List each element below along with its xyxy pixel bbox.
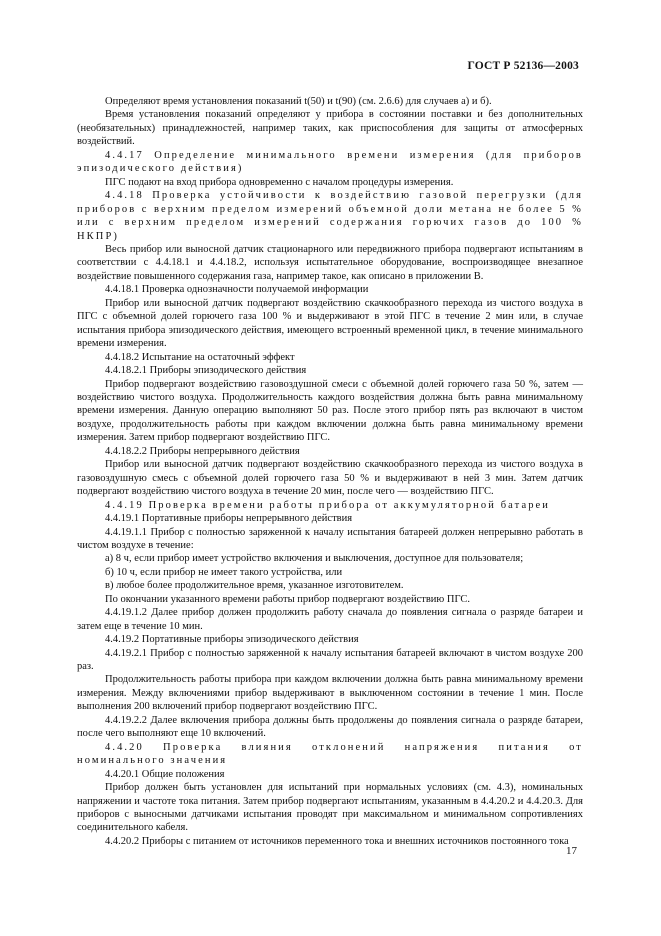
paragraph: а) 8 ч, если прибор имеет устройство включения и выключения, доступное для пользователя;: [105, 553, 524, 565]
paragraph: Прибор должен быть установлен для испытаний при нормальных условиях (см. 4.3), номинальных напряжении и частоте тока питания. Затем прибор подвергают испытаниям, указанным в 4.4.20.2 и 4.4.20.3. Для приборов с выносными датчиками испытания проводят при максимальном и минимальном сопротивлениях соединительного кабеля.: [77, 782, 583, 834]
paragraph: 4.4.19.1.2 Далее прибор должен продолжить работу сначала до появления сигнала о разряде батареи и затем еще в течение 10 мин.: [77, 607, 583, 632]
paragraph: 4.4.18.2 Испытание на остаточный эффект: [105, 351, 295, 363]
paragraph: Определяют время установления показаний t(50) и t(90) (см. 2.6.6) для случаев а) и б).: [105, 96, 492, 107]
paragraph: 4.4.19.1 Портативные приборы непрерывного действия: [105, 513, 353, 525]
paragraph: Весь прибор или выносной датчик стационарного или передвижного прибора подвергают испытаниям в соответствии с 4.4.18.1 и 4.4.18.2, используя испытательное оборудование, воспроизводящее внезапное воздействие повышенного содержания газа, например такое, как описано в приложении В.: [77, 243, 583, 282]
paragraph: 4.4.20.2 Приборы с питанием от источников переменного тока и внешних источников постоянного тока: [105, 835, 569, 847]
paragraph: Продолжительность работы прибора при каждом включении должна быть равна минимальному времени измерения. Между включениями прибор выдерживают в выключенном состоянии в течение 1 мин. После выполнения 200 включений прибор подвергают воздействию ПГС.: [77, 674, 583, 713]
paragraph: 4.4.19.2 Портативные приборы эпизодического действия: [105, 634, 359, 646]
paragraph: 4.4.18.1 Проверка однозначности получаемой информации: [105, 284, 369, 296]
paragraph: 4.4.19.2.1 Прибор с полностью заряженной к началу испытания батареей включают в чистом воздухе 200 раз.: [77, 647, 583, 673]
document-code-header: ГОСТ Р 52136—2003: [467, 60, 579, 72]
paragraph: 4.4.19.1.1 Прибор с полностью заряженной к началу испытания батареей должен непрерывно работать в чистом воздухе в течение:: [77, 526, 583, 551]
paragraph: 4.4.17 Определение минимального времени измерения (для приборов эпизодического действия): [77, 149, 583, 175]
paragraph: ПГС подают на вход прибора одновременно с началом процедуры измерения.: [105, 176, 454, 188]
paragraph: Время установления показаний определяют у прибора в состоянии поставки и без дополнительных (необязательных) принадлежностей, например таких, как приспособления для защиты от атмосферных воздействий.: [77, 109, 583, 148]
paragraph: 4.4.20 Проверка влияния отклонений напряжения питания от номинального значения: [77, 741, 583, 767]
paragraph: 4.4.19 Проверка времени работы прибора от аккумуляторной батареи: [105, 499, 551, 511]
paragraph: 4.4.20.1 Общие положения: [105, 768, 225, 780]
paragraph: Прибор или выносной датчик подвергают воздействию скачкообразного перехода из чистого воздуха в газовоздушную смесь с объемной долей горючего газа 50 % и выдерживают в ней 3 мин. Затем датчик подвергают воздействию чистого воздуха в течение 20 мин, после чего — воздействию ПГС.: [77, 459, 583, 498]
paragraph: 4.4.18 Проверка устойчивости к воздействию газовой перегрузки (для приборов с верхним пределом измерений объемной доли метана не более 5 % или с верхним пределом измерений содержания горючих газов до 100 % НКПР): [77, 190, 583, 242]
page-number: 17: [566, 845, 577, 857]
paragraph: в) любое более продолжительное время, указанное изготовителем.: [105, 580, 404, 592]
paragraph: 4.4.18.2.1 Приборы эпизодического действия: [105, 365, 307, 377]
paragraph: 4.4.18.2.2 Приборы непрерывного действия: [105, 445, 300, 457]
paragraph: 4.4.19.2.2 Далее включения прибора должны быть продолжены до появления сигнала о разряде батареи, после чего выполняют еще 10 включений.: [77, 714, 583, 740]
paragraph: Прибор подвергают воздействию газовоздушной смеси с объемной долей горючего газа 50 %, затем — воздействию чистого воздуха. Продолжительность каждого воздействия должна быть равна минимальному времени измерения. Данную операцию выполняют 50 раз. После этого прибор пять раз включают в чистом воздухе, продолжительность работы при каждом включении должна быть равна минимальному времени измерения. Затем прибор подвергают воздействию ПГС.: [77, 378, 583, 444]
paragraph: По окончании указанного времени работы прибор подвергают воздействию ПГС.: [105, 593, 471, 605]
document-body: [77, 95, 583, 848]
paragraph: Прибор или выносной датчик подвергают воздействию скачкообразного перехода из чистого воздуха в ПГС с объемной долей горючего газа 100 % и выдерживают в этой ПГС в течение 2 мин или, в случае испытания прибора эпизодического действия, имеющего встроенный временной цикл, в течение минимального времени измерения.: [77, 297, 583, 350]
paragraph: б) 10 ч, если прибор не имеет такого устройства, или: [105, 566, 343, 578]
